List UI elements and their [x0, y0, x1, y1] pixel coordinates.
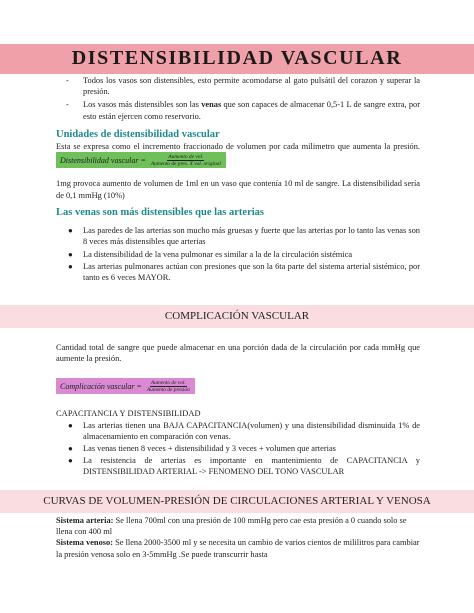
veins-item-1 — [56, 225, 420, 247]
complication-band-title: COMPLICACIÓN VASCULAR — [164, 309, 310, 322]
complication-band — [0, 305, 474, 328]
capacitance-item-2-text: Las venas tienen 8 veces + distensibilidad y 3 veces + volumen que arterias — [83, 444, 336, 454]
complication-section — [56, 342, 420, 479]
capacitance-item-2 — [56, 443, 420, 454]
veins-section — [56, 207, 420, 284]
formula-fraction — [146, 380, 191, 393]
capacitance-item-3 — [56, 455, 420, 477]
veins-heading: Las venas son más distensibles que las arterias — [56, 207, 264, 218]
capacitance-heading: CAPACITANCIA Y DISTENSIBILIDAD — [56, 409, 201, 419]
intro-item-2-bold: venas — [201, 100, 222, 110]
curves-band — [0, 490, 474, 513]
venous-text: Se llena 2000-3500 ml y se necesita un cambio de varios cientos de mililitros para cambiar la presión venosa solo en 3-5mmHg .Se puede transcurrir hasta — [56, 538, 420, 559]
intro-item-2-post: que son capaces de almacenar 0,5-1 L de sangre extra, por esto están ejercen como reservorio. — [83, 100, 421, 121]
units-heading: Unidades de distensibilidad vascular — [56, 129, 220, 140]
units-text: Esta se expresa como el incremento fraccionado de volumen por cada milimetro que aumenta la presión. — [56, 142, 420, 152]
venous-label: Sistema venoso: — [56, 538, 113, 548]
complication-formula — [56, 378, 195, 394]
veins-item-2 — [56, 249, 420, 260]
intro-item-1-text: Todos los vasos son distensibles, esto permite acomodarse al gato pulsátil del corazon y superar la presión. — [83, 76, 420, 97]
dash-marker: - — [66, 76, 69, 85]
veins-item-3 — [56, 261, 420, 283]
formula-numerator: Aumento de vol. — [150, 379, 186, 386]
intro-item-1 — [56, 75, 420, 97]
formula-fraction — [150, 154, 222, 167]
arterial-text: Se llena 700ml con una presión de 100 mmHg pero cae esta presión a 0 cuando solo se llena con 400 ml — [56, 516, 407, 537]
arterial-label: Sistema arteria: — [56, 516, 114, 525]
title-band — [0, 44, 474, 74]
formula-denominator: Aumento de pres. X vol. original — [150, 160, 221, 167]
capacitance-list — [56, 420, 420, 478]
formula-label: Complicación vascular = — [60, 381, 142, 391]
bullet-marker: ● — [68, 456, 73, 466]
curves-section — [56, 515, 420, 560]
bullet-marker: ● — [68, 261, 73, 271]
capacitance-item-3-text: La resistencia de arterias es importante en mantenimiento de CAPACITANCIA y DISTENSIBILIDAD ARTERIAL -> FENOMENO DEL TONO VASCULAR — [83, 456, 420, 477]
bullet-marker: ● — [68, 249, 73, 259]
capacitance-item-1-text: Las arterias tienen una BAJA CAPACITANCIA(volumen) y una distensibilidad disminuida 1% de almacenamiento en comparación con venas. — [83, 420, 420, 441]
distensibility-formula — [56, 152, 226, 168]
curves-band-title: CURVAS DE VOLUMEN-PRESIÓN DE CIRCULACIONES ARTERIAL Y VENOSA — [43, 494, 431, 507]
arterial-paragraph — [56, 515, 420, 537]
units-text-wrap — [56, 141, 420, 168]
intro-item-2 — [56, 99, 420, 121]
units-section — [56, 129, 420, 201]
complication-text: Cantidad total de sangre que puede almacenar en una porción dada de la circulación por cada mmHg que aumente la presión. — [56, 343, 420, 364]
bullet-marker: ● — [68, 420, 73, 430]
bullet-marker: ● — [68, 444, 73, 454]
page-title: DISTENSIBILIDAD VASCULAR — [71, 47, 403, 70]
veins-item-1-text: Las paredes de las arterias son mucho más gruesas y fuerte que las arterias por lo tanto las venas son 8 veces más distensibles que arterias — [83, 226, 420, 247]
dash-marker: - — [66, 100, 69, 110]
veins-item-3-text: Las arterias pulmonares actúan con presiones que son la 6ta parte del sistema arterial sistémico, por tanto es 6 veces MAYOR. — [83, 261, 420, 283]
units-example: 1mg provoca aumento de volumen de 1ml en un vaso que contenía 10 ml de sangre. La distensibilidad sería de 0,1 mmHg (10%) — [56, 179, 420, 200]
complication-formula-wrap — [56, 378, 420, 394]
formula-denominator: Aumento de presión — [146, 386, 190, 393]
bullet-marker: ● — [68, 226, 73, 236]
intro-list — [56, 75, 420, 122]
veins-list — [56, 225, 420, 283]
capacitance-item-1 — [56, 420, 420, 442]
formula-label: Distensibilidad vascular = — [60, 155, 146, 165]
intro-item-2-pre: Los vasos más distensibles son las — [83, 100, 202, 110]
veins-item-2-text: La distensibilidad de la vena pulmonar es similar a la de la circulación sistémica — [83, 249, 353, 259]
formula-numerator: Aumento de vol. — [168, 153, 204, 160]
venous-paragraph — [56, 537, 420, 559]
